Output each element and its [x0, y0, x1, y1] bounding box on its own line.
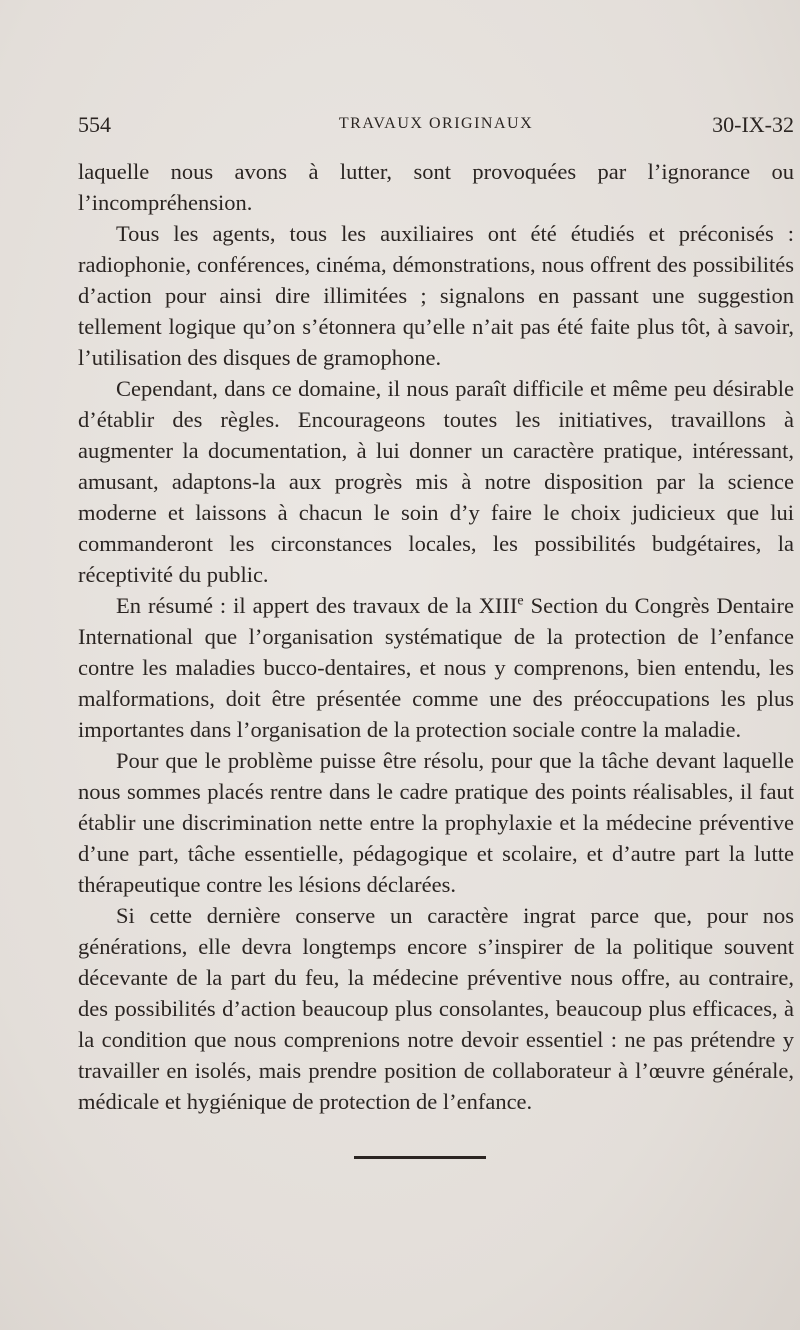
paragraph-agents: Tous les agents, tous les auxiliaires ont été étudiés et préconisés : radiophonie, conférences, cinéma, démonstrations, nous offrent des possibilités d’action pour ainsi dire illimitées ; signalons en passant une suggestion tellement logique qu’on s’étonnera qu’elle n’ait pas été faite plus tôt, à savoir, l’utilisation des disques de gramophone. — [78, 221, 794, 370]
paragraph-conclusion: Si cette dernière conserve un caractère ingrat parce que, pour nos générations, elle devra longtemps encore s’inspirer de la politique souvent décevante de la part du feu, la médecine préventive nous offre, au contraire, des possibilités d’action beaucoup plus consolantes, beaucoup plus efficaces, à la condition que nous comprenions notre devoir essentiel : ne pas prétendre y travailler en isolés, mais prendre position de collaborateur à l’œuvre générale, médicale et hygiénique de protection de l’enfance. — [78, 903, 794, 1114]
ordinal-superscript: e — [517, 593, 524, 609]
resume-text-start: En résumé : il appert des travaux de la XIII — [116, 593, 518, 618]
article-body — [78, 156, 794, 1117]
running-title: TRAVAUX ORIGINAUX — [338, 115, 534, 132]
page-number: 554 — [78, 112, 111, 137]
end-rule — [354, 1156, 486, 1159]
paragraph-resume — [78, 590, 794, 745]
issue-date: 30-IX-32 — [712, 112, 794, 137]
paragraph-continued: laquelle nous avons à lutter, sont provoquées par l’ignorance ou l’incompréhension. — [78, 159, 794, 215]
page-header — [78, 112, 794, 140]
paragraph-probleme: Pour que le problème puisse être résolu, pour que la tâche devant laquelle nous sommes placés rentre dans le cadre pratique des points réalisables, il faut établir une discrimination nette entre la prophylaxie et la médecine préventive d’une part, tâche essentielle, pédagogique et scolaire, et d’autre part la lutte thérapeutique contre les lésions déclarées. — [78, 748, 794, 897]
paragraph-cependant: Cependant, dans ce domaine, il nous paraît difficile et même peu désirable d’établir des règles. Encourageons toutes les initiatives, travaillons à augmenter la documentation, à lui donner un caractère pratique, intéressant, amusant, adaptons-la aux progrès mis à notre disposition par la science moderne et laissons à chacun le soin d’y faire le choix judicieux que lui commanderont les circonstances locales, les possibilités budgétaires, la réceptivité du public. — [78, 376, 794, 587]
resume-text-end: Section du Congrès Dentaire International que l’organisation systématique de la protection de l’enfance contre les maladies bucco-dentaires, et nous y comprenons, bien entendu, les malformations, doit être présentée comme une des préoccupations les plus importantes dans l’organisation de la protection sociale contre la maladie. — [78, 593, 794, 742]
